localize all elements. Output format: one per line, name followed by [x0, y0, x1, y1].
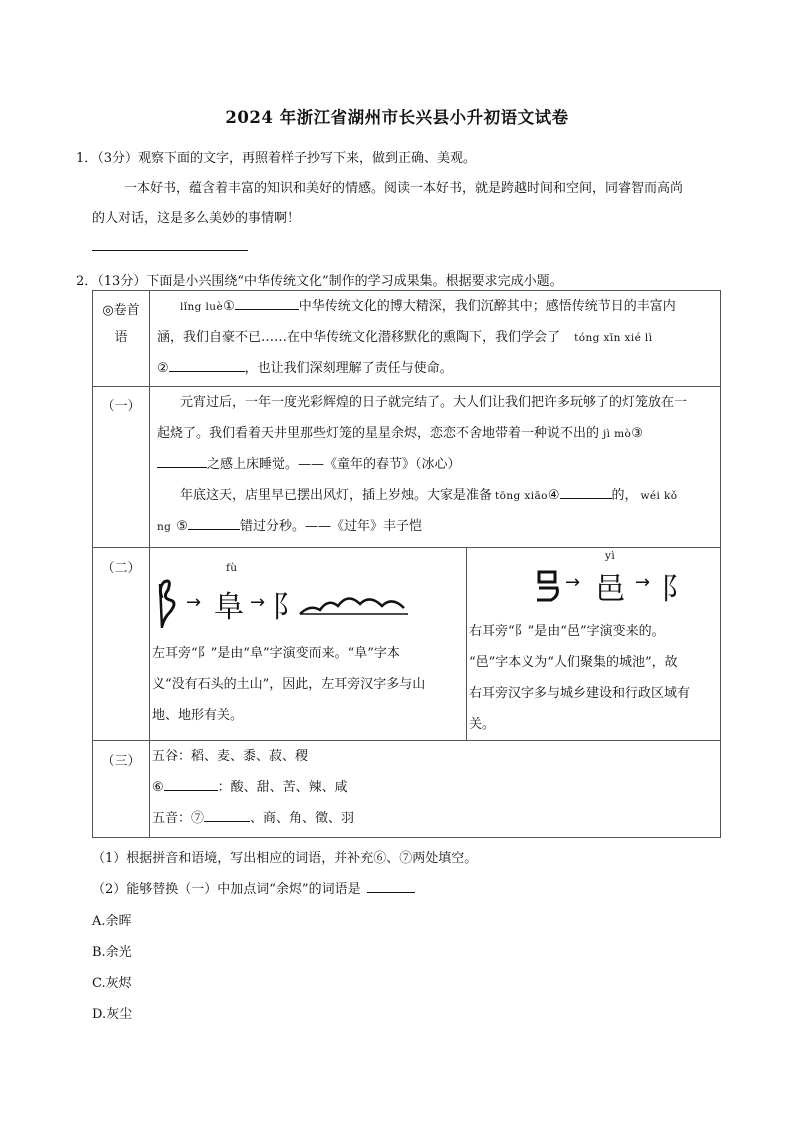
row-label-2: [93, 548, 150, 741]
character: 阝: [661, 572, 691, 607]
sub-question-2-text: （2）能够替换（一）中加点词“余烬”的词语是: [92, 882, 361, 897]
page-title: 2024 年浙江省湖州市长兴县小升初语文试卷: [225, 108, 569, 127]
text: 错过分秒。——《过年》丰子恺: [239, 519, 422, 534]
option-b[interactable]: B.余光: [92, 945, 132, 960]
blank-7[interactable]: [204, 809, 250, 822]
row-label-1: [93, 387, 150, 548]
preface-content: [150, 291, 721, 387]
row-label-line: 语: [114, 330, 128, 345]
text: “邑”字本义为“人们聚集的城池”，故: [469, 655, 678, 670]
pinyin: fù: [226, 562, 238, 574]
row-label-3: [93, 741, 150, 838]
text: 起烧了。我们看着天井里那些灯笼的星星余烬，恋恋不舍地带着一种说不出的: [157, 426, 600, 441]
text: 右耳旁“阝”是由“邑”字演变来的。: [469, 624, 665, 639]
blank-5[interactable]: [188, 517, 240, 530]
blank-marker: ②: [157, 361, 169, 376]
text: ：酸、甜、苦、辣、咸: [217, 780, 348, 795]
row-label-line: （一）: [101, 399, 141, 414]
answer-blank[interactable]: [367, 880, 415, 893]
text: 中华传统文化的博大精深，我们沉醉其中；感悟传统节日的丰富内: [298, 299, 676, 314]
pinyin: tōng xiāo: [495, 490, 548, 502]
sub-question-1: （1）根据拼音和语境，写出相应的词语，并补充⑥、⑦两处填空。: [92, 851, 478, 866]
blank-marker: ①: [223, 299, 235, 314]
blank-3[interactable]: [157, 455, 207, 468]
arrow: →: [565, 572, 581, 593]
arrow: →: [186, 592, 202, 613]
row-label-line: ◎卷首: [102, 303, 140, 318]
table-row: [93, 387, 721, 548]
category-content: [150, 741, 721, 838]
text: 、商、角、徵、羽: [250, 811, 355, 826]
left-evolution-figure: [150, 548, 466, 638]
left-radical-panel: [150, 548, 467, 740]
blank-marker: ⑦: [191, 811, 205, 826]
pinyin: wéi kǒ: [640, 490, 678, 502]
question-1-text-line-2: 的人对话，这是多么美妙的事情啊！: [92, 211, 301, 226]
text: 义“没有石头的土山”，因此，左耳旁汉字多与山: [152, 677, 426, 692]
option-a[interactable]: A.余晖: [92, 914, 132, 929]
text: 五音：: [152, 811, 192, 826]
arrow: →: [635, 572, 651, 593]
pinyin: yì: [605, 550, 616, 562]
text: 涵，我们自豪不已……在中华传统文化潜移默化的熏陶下，我们学会了: [157, 330, 561, 345]
character: 阝: [272, 590, 302, 625]
pinyin: jì mò: [603, 428, 632, 440]
text: 左耳旁“阝”是由“阜”字演变而来。“阜”字本: [152, 646, 400, 661]
question-1-prompt: 1．（3分）观察下面的文字，再照着样子抄写下来，做到正确、美观。: [76, 151, 477, 166]
text: 元宵过后，一年一度光彩辉煌的日子就完结了。大人们让我们把许多玩够了的灯笼放在一: [180, 395, 688, 410]
arrow: →: [250, 592, 266, 613]
radical-content: [150, 548, 721, 741]
blank-marker: ⑤: [176, 519, 188, 534]
blank-4[interactable]: [560, 486, 612, 499]
row-label-line: （三）: [101, 754, 141, 769]
question-1-text-line-1: 一本好书，蕴含着丰富的知识和美好的情感。阅读一本好书，就是跨越时间和空间，同睿智而高尚: [124, 181, 684, 196]
option-c[interactable]: C.灰烬: [92, 976, 132, 991]
right-radical-panel: [467, 548, 721, 740]
text: 关。: [469, 717, 496, 732]
table-row: [93, 548, 721, 741]
text: ，也让我们深刻理解了责任与使命。: [244, 361, 453, 376]
pinyin: ng: [157, 521, 172, 533]
table-row: [93, 741, 721, 838]
blank-marker: ⑥: [152, 780, 164, 795]
pinyin: tóng xīn xié lì: [574, 332, 653, 344]
blank-marker: ③: [631, 426, 643, 441]
character: 邑: [595, 572, 625, 607]
answer-line[interactable]: [92, 250, 248, 251]
question-2-prompt: 2．（13分）下面是小兴围绕“中华传统文化”制作的学习成果集。根据要求完成小题。: [76, 274, 563, 289]
sub-question-2: [92, 878, 415, 897]
blank-2[interactable]: [169, 359, 245, 372]
text: 之感上床睡觉。——《童年的春节》（冰心）: [207, 457, 461, 472]
right-evolution-figure: [467, 548, 720, 616]
text: 的，: [611, 488, 638, 503]
text: 右耳旁汉字多与城乡建设和行政区域有: [469, 686, 691, 701]
row-label-line: （二）: [101, 561, 141, 576]
text: 地、地形有关。: [152, 708, 244, 723]
blank-1[interactable]: [235, 297, 299, 310]
character: 阜: [214, 590, 244, 625]
blank-6[interactable]: [164, 778, 218, 791]
text: 年底这天，店里早已摆出风灯，插上岁烛。大家是准备: [180, 488, 493, 503]
pinyin: lǐng luè: [180, 301, 224, 313]
radical-comparison: [150, 548, 720, 740]
reading-content: [150, 387, 721, 548]
blank-marker: ④: [547, 488, 560, 503]
row-label-preface: [93, 291, 150, 387]
learning-results-table: [92, 290, 721, 838]
table-row: [93, 291, 721, 387]
option-d[interactable]: D.灰尘: [92, 1007, 133, 1022]
text: 五谷：稻、麦、黍、菽、稷: [152, 749, 309, 764]
